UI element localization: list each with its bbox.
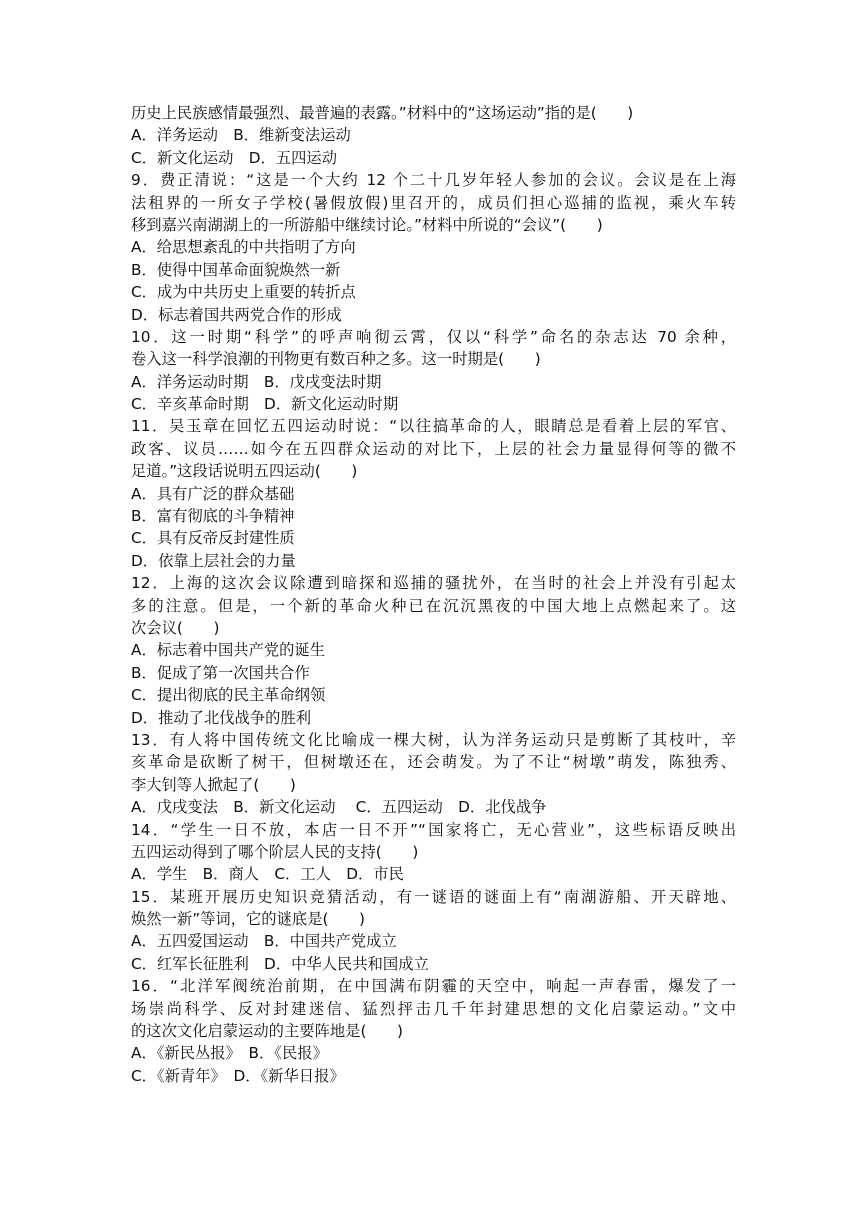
q16-options-ab: A．《新民丛报》 B．《民报》 — [131, 1044, 328, 1063]
q9-option-b: B．使得中国革命面貌焕然一新 — [131, 260, 341, 279]
q11-stem-line-1: 11．吴玉章在回忆五四运动时说：“以往搞革命的人，眼睛总是看着上层的军官、 — [131, 417, 736, 436]
q15-stem-line-1: 15．某班开展历史知识竞猜活动，有一谜语的谜面上有“南湖游船、开天辟地、 — [131, 887, 736, 906]
q11-option-d: D．依靠上层社会的力量 — [131, 551, 296, 570]
q15-options-cd: C．红军长征胜利 D．中华人民共和国成立 — [131, 954, 429, 973]
q13-stem-line-2: 亥革命是砍断了树干，但树墩还在，还会萌发。为了不让“树墩”萌发，陈独秀、 — [131, 753, 736, 772]
q10-options-cd: C．辛亥革命时期 D．新文化运动时期 — [131, 395, 399, 414]
q12-stem-line-1: 12．上海的这次会议除遭到暗探和巡捕的骚扰外，在当时的社会上并没有引起太 — [131, 574, 736, 593]
q11-stem-line-3: 足道。”这段话说明五四运动( ) — [131, 462, 358, 481]
q8-options-cd: C．新文化运动 D．五四运动 — [131, 148, 338, 167]
q16-stem-line-1: 16．“北洋军阀统治前期，在中国满布阴霾的天空中，响起一声春雷，爆发了一 — [131, 977, 736, 996]
q9-stem-line-2: 法租界的一所女子学校(暑假放假)里召开的，成员们担心巡捕的监视，乘火车转 — [131, 193, 736, 212]
q12-option-b: B．促成了第一次国共合作 — [131, 663, 310, 682]
exam-page — [131, 102, 736, 1087]
q13-options: A．戊戌变法 B．新文化运动 C．五四运动 D．北伐战争 — [131, 798, 547, 817]
q16-stem-line-2: 场崇尚科学、反对封建迷信、猛烈抨击几千年封建思想的文化启蒙运动。”文中 — [131, 999, 736, 1018]
q11-stem-line-2: 政客、议员……如今在五四群众运动的对比下，上层的社会力量显得何等的微不 — [131, 439, 736, 458]
q9-option-a: A．给思想紊乱的中共指明了方向 — [131, 238, 356, 257]
q12-stem-line-3: 次会议( ) — [131, 618, 220, 637]
q15-options-ab: A．五四爱国运动 B．中国共产党成立 — [131, 932, 397, 951]
q12-option-a: A．标志着中国共产党的诞生 — [131, 641, 326, 660]
q9-option-d: D．标志着国共两党合作的形成 — [131, 305, 342, 324]
q15-stem-line-2: 焕然一新”等词，它的谜底是( ) — [131, 910, 366, 929]
q12-option-d: D．推动了北伐战争的胜利 — [131, 708, 312, 727]
q13-stem-line-3: 李大钊等人掀起了( ) — [131, 775, 296, 794]
q9-option-c: C．成为中共历史上重要的转折点 — [131, 283, 356, 302]
q11-option-b: B．富有彻底的斗争精神 — [131, 507, 295, 526]
q12-option-c: C．提出彻底的民主革命纲领 — [131, 686, 326, 705]
q8-options-ab: A．洋务运动 B．维新变法运动 — [131, 126, 351, 145]
q11-option-a: A．具有广泛的群众基础 — [131, 484, 295, 503]
q8-stem-line-2: 历史上民族感情最强烈、最普遍的表露。”材料中的“这场运动”指的是( ) — [131, 104, 634, 122]
q14-stem-line-1: 14．“学生一日不放，本店一日不开”“国家将亡，无心营业”，这些标语反映出 — [131, 820, 736, 839]
q9-stem-line-1: 9．费正清说：“这是一个大约 12 个二十几岁年轻人参加的会议。会议是在上海 — [131, 171, 736, 190]
q14-stem-line-2: 五四运动得到了哪个阶层人民的支持( ) — [131, 842, 419, 861]
q14-options: A．学生 B．商人 C．工人 D．市民 — [131, 865, 404, 884]
q16-stem-line-3: 的这次文化启蒙运动的主要阵地是( ) — [131, 1022, 403, 1041]
q12-stem-line-2: 多的注意。但是，一个新的革命火种已在沉沉黑夜的中国大地上点燃起来了。这 — [131, 596, 736, 615]
q10-stem-line-1: 10．这一时期“科学”的呼声响彻云霄，仅以“科学”命名的杂志达 70 余种， — [131, 327, 736, 346]
q9-stem-line-3: 移到嘉兴南湖湖上的一所游船中继续讨论。”材料中所说的“会议”( ) — [131, 215, 603, 234]
q11-option-c: C．具有反帝反封建性质 — [131, 529, 295, 548]
q10-stem-line-2: 卷入这一科学浪潮的刊物更有数百种之多。这一时期是( ) — [131, 350, 541, 369]
q10-options-ab: A．洋务运动时期 B．戊戌变法时期 — [131, 372, 382, 391]
q16-options-cd: C．《新青年》 D．《新华日报》 — [131, 1066, 345, 1085]
q13-stem-line-1: 13．有人将中国传统文化比喻成一棵大树，认为洋务运动只是剪断了其枝叶，辛 — [131, 730, 736, 749]
